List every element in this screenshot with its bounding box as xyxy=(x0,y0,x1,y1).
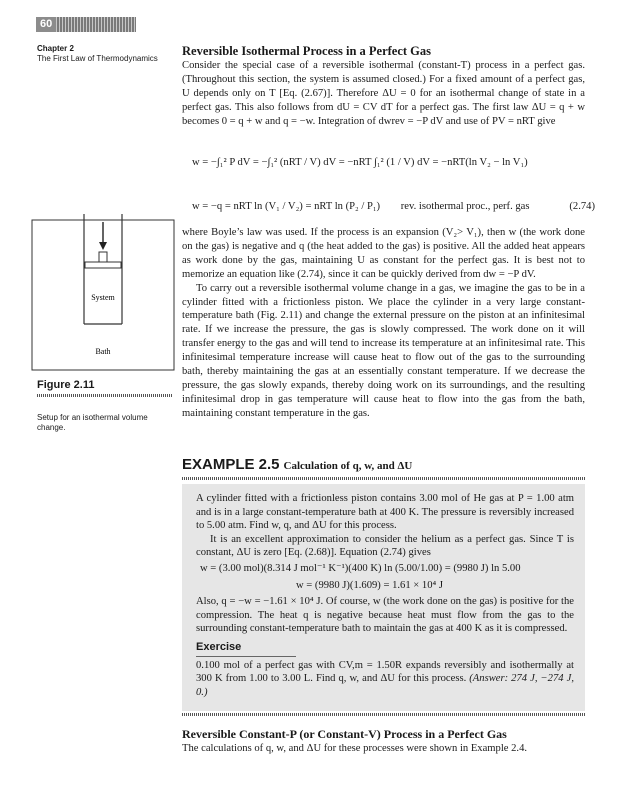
figure-rule xyxy=(37,394,172,397)
chapter-label xyxy=(37,44,167,64)
example-rule-top xyxy=(182,477,585,480)
equation-number: (2.74) xyxy=(569,201,595,212)
section-heading: Reversible Constant-P (or Constant-V) Process in a Perfect Gas xyxy=(182,727,507,741)
figure-cylinder-bath xyxy=(28,214,178,374)
equation-2-74-body: w = −q = nRT ln (V₁ / V₂) = nRT ln (P₂ / P₁) xyxy=(192,201,381,212)
paragraph: Consider the special case of a reversible isothermal (constant-T) process in a perfect gas. (Throughout this section, the system is assumed closed.) For a fixed amount of a perfect gas, U depends only on T [Eq. (2.67)]. Therefore ΔU = 0 for an isothermal change of state in a perfect gas. This also follows from dU = CV dT for a perfect gas. The first law ΔU = q + w becomes 0 = q + w and q = −w. Integration of dwrev = −P dV and use of PV = nRT give xyxy=(182,60,585,127)
example-heading xyxy=(182,456,585,480)
chapter-number: Chapter 2 xyxy=(37,44,74,53)
paragraph: To carry out a reversible isothermal volume change in a gas, we imagine the gas to be in a cylinder fitted with a frictionless piston. We place the cylinder in a very large constant-temperature bath (Fig. 2.11) and change the external pressure on the piston at an infinitesimal rate. If we increase the pressure, the gas is slowly compressed. The work done on it will transfer energy to the gas and will tend to increase its temperature at an infinitesimal rate. This infinitesimal temperature increase will cause heat to flow out of the gas to the surrounding bath, thereby maintaining the gas at an essentially constant temperature. If we decrease the pressure, the gas slowly expands, thereby doing work on its surroundings, and the resulting infinitesimal drop in gas temperature will cause heat to flow into the gas from the bath, maintaining constant temperature in the gas. xyxy=(182,282,585,419)
example-content xyxy=(196,492,574,699)
example-paragraph: A cylinder fitted with a frictionless piston contains 3.00 mol of He gas at P = 1.00 atm and is in a large constant-temperature bath at 400 K. The pressure is reversibly increased to 5.00 atm. Find w, q, and ΔU for this process. xyxy=(196,493,574,532)
exercise-answer: (Answer: 274 J, −274 J, 0.) xyxy=(196,673,574,698)
example-paragraph: It is an excellent approximation to consider the helium as a perfect gas. Since T is constant, ΔU is zero [Eq. (2.68)]. Equation (2.74) gives xyxy=(196,533,574,559)
exercise-rule xyxy=(196,656,296,657)
example-rule-bottom xyxy=(182,713,585,716)
section-heading: Reversible Isothermal Process in a Perfect Gas xyxy=(182,44,432,58)
example-title: Calculation of q, w, and ΔU xyxy=(283,460,413,472)
figure-bath-label: Bath xyxy=(95,347,111,356)
equation-2-74-condition: rev. isothermal proc., perf. gas xyxy=(400,201,530,212)
section-isothermal-continued xyxy=(182,226,585,421)
exercise-text xyxy=(196,659,574,700)
example-equation-1: w = (3.00 mol)(8.314 J mol⁻¹ K⁻¹)(400 K) ln (5.00/1.00) = (9980 J) ln 5.00 xyxy=(200,562,521,574)
figure-description: Setup for an isothermal volume change. xyxy=(37,413,148,432)
paragraph: The calculations of q, w, and ΔU for these processes were shown in Example 2.4. xyxy=(182,743,528,754)
figure-caption xyxy=(37,378,172,433)
example-equation-2: w = (9980 J)(1.609) = 1.61 × 10⁴ J xyxy=(296,579,443,591)
section-constant-pressure xyxy=(182,727,585,756)
figure-system-label: System xyxy=(91,293,115,302)
example-label: EXAMPLE 2.5 xyxy=(182,456,280,473)
figure-label: Figure 2.11 xyxy=(37,379,95,391)
chapter-title: The First Law of Thermodynamics xyxy=(37,54,158,63)
section-isothermal xyxy=(182,44,585,129)
example-paragraph: Also, q = −w = −1.61 × 10⁴ J. Of course, w (the work done on the gas) is positive for the compression. The heat q is negative because heat must flow from the gas to the surrounding constant-temperature bath to maintain the gas at 400 K as it is compressed. xyxy=(196,596,574,635)
paragraph: where Boyle’s law was used. If the process is an expansion (V₂> V₁), then w (the work done on the gas) is negative and q (the heat added to the gas) is positive. All the added heat appears as work done by the gas, maintaining U as constant for the perfect gas. It is best not to memorize an equation like (2.74), since it can be quickly derived from dw = −P dV. xyxy=(182,227,585,280)
equation-work-integral: w = −∫₁² P dV = −∫₁² (nRT / V) dV = −nRT ∫₁² (1 / V) dV = −nRT(ln V₂ − ln V₁) xyxy=(192,157,528,168)
exercise-heading: Exercise xyxy=(196,640,242,653)
exercise-problem: 0.100 mol of a perfect gas with CV,m = 1.50R expands reversibly and isothermally at 300 K from 1.00 to 3.00 L. Find q, w, and ΔU for this process. xyxy=(196,659,574,685)
page-number: 60 xyxy=(36,17,56,32)
equation-2-74 xyxy=(182,200,595,214)
